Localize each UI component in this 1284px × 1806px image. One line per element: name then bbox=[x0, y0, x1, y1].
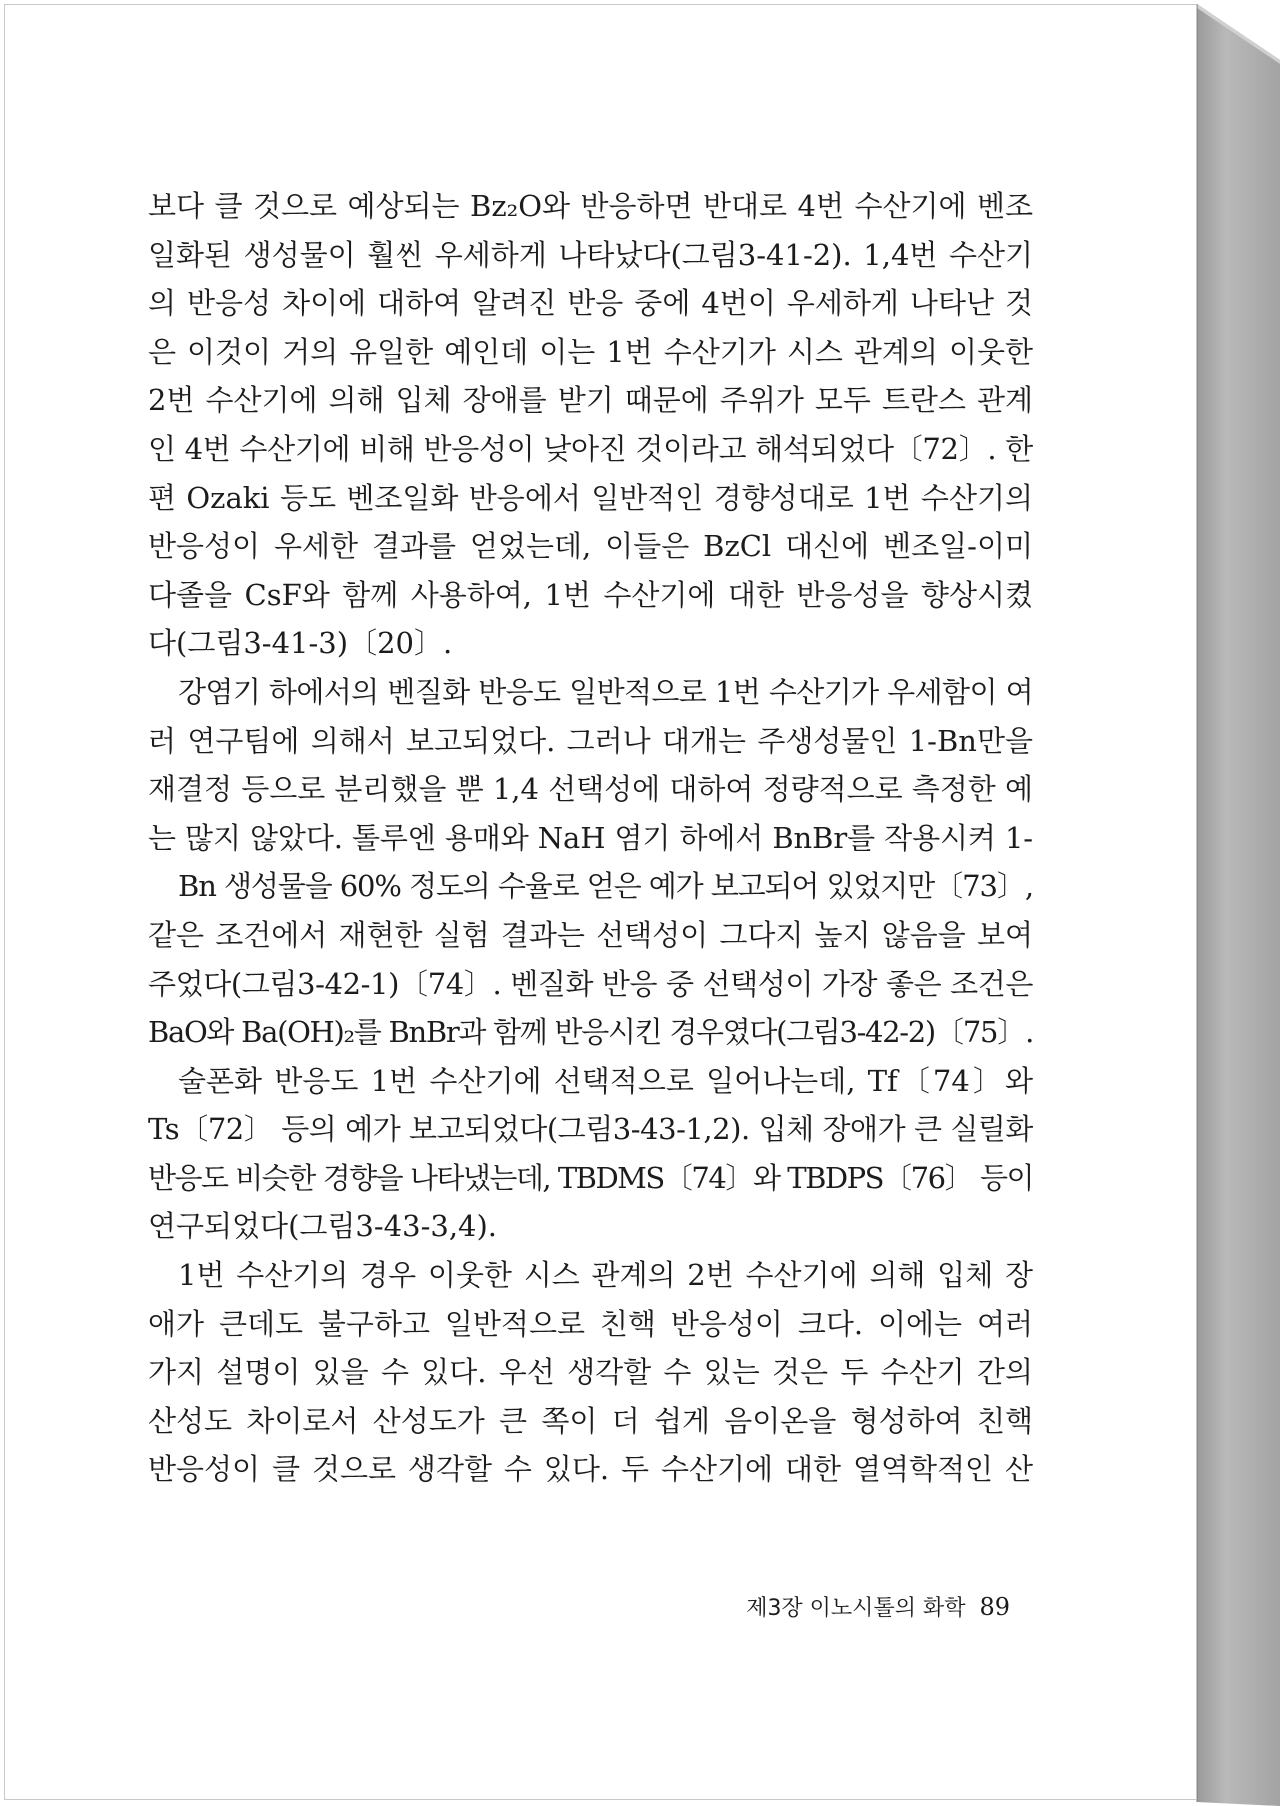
text-line: 2번 수산기에 의해 입체 장애를 받기 때문에 주위가 모두 트란스 관계 bbox=[148, 383, 1033, 418]
text-line: 주었다(그림3-42-1)〔74〕. 벤질화 반응 중 선택성이 가장 좋은 조건은 bbox=[148, 966, 1033, 1001]
text-line: 강염기 하에서의 벤질화 반응도 일반적으로 1번 수산기가 우세함이 여 bbox=[178, 674, 1033, 709]
text-line: 편 Ozaki 등도 벤조일화 반응에서 일반적인 경향성대로 1번 수산기의 bbox=[148, 480, 1033, 515]
text-line: Ts〔72〕 등의 예가 보고되었다(그림3-43-1,2). 입체 장애가 큰 실릴화 bbox=[148, 1112, 1033, 1147]
text-line: 일화된 생성물이 훨씬 우세하게 나타났다(그림3-41-2). 1,4번 수산기 bbox=[148, 237, 1033, 272]
text-line: 반응성이 클 것으로 생각할 수 있다. 두 수산기에 대한 열역학적인 산 bbox=[148, 1452, 1033, 1487]
text-line: 반응성이 우세한 결과를 얻었는데, 이들은 BzCl 대신에 벤조일-이미 bbox=[148, 529, 1033, 564]
text-line: 같은 조건에서 재현한 실험 결과는 선택성이 그다지 높지 않음을 보여 bbox=[148, 917, 1033, 952]
text-line: Bn 생성물을 60% 정도의 수율로 얻은 예가 보고되어 있었지만〔73〕, bbox=[178, 869, 1033, 904]
text-line: 산성도 차이로서 산성도가 큰 쪽이 더 쉽게 음이온을 형성하여 친핵 bbox=[148, 1403, 1033, 1438]
text-line: 다(그림3-41-3)〔20〕. bbox=[148, 626, 453, 661]
text-line: 는 많지 않았다. 톨루엔 용매와 NaH 염기 하에서 BnBr를 작용시켜 1- bbox=[148, 820, 1033, 855]
text-line: 러 연구팀에 의해서 보고되었다. 그러나 대개는 주생성물인 1-Bn만을 bbox=[148, 723, 1033, 758]
chapter-title: 제3장 이노시톨의 화학 bbox=[746, 1596, 966, 1621]
text-line: 연구되었다(그림3-43-3,4). bbox=[148, 1209, 498, 1244]
text-line: 1번 수산기의 경우 이웃한 시스 관계의 2번 수산기에 의해 입체 장 bbox=[178, 1258, 1033, 1293]
page-number: 89 bbox=[979, 1593, 1010, 1621]
text-line: 다졸을 CsF와 함께 사용하여, 1번 수산기에 대한 반응성을 향상시켰 bbox=[148, 577, 1033, 612]
text-line: 반응도 비슷한 경향을 나타냈는데, TBDMS〔74〕와 TBDPS〔76〕 등이 bbox=[148, 1160, 1033, 1195]
text-line: 은 이것이 거의 유일한 예인데 이는 1번 수산기가 시스 관계의 이웃한 bbox=[148, 334, 1033, 369]
text-line: 보다 클 것으로 예상되는 Bz₂O와 반응하면 반대로 4번 수산기에 벤조 bbox=[148, 189, 1033, 223]
text-line: BaO와 Ba(OH)₂를 BnBr과 함께 반응시킨 경우였다(그림3-42-2)〔75〕. bbox=[148, 1015, 1033, 1050]
text-line: 재결정 등으로 분리했을 뿐 1,4 선택성에 대하여 정량적으로 측정한 예 bbox=[148, 772, 1033, 807]
page-footer bbox=[710, 1591, 1010, 1622]
body-text bbox=[148, 182, 1033, 1494]
text-line: 가지 설명이 있을 수 있다. 우선 생각할 수 있는 것은 두 수산기 간의 bbox=[148, 1355, 1033, 1390]
text-line: 의 반응성 차이에 대하여 알려진 반응 중에 4번이 우세하게 나타난 것 bbox=[148, 286, 1033, 321]
text-line: 애가 큰데도 불구하고 일반적으로 친핵 반응성이 크다. 이에는 여러 bbox=[148, 1306, 1033, 1341]
text-line: 술폰화 반응도 1번 수산기에 선택적으로 일어나는데, Tf〔74〕와 bbox=[178, 1063, 1033, 1098]
text-line: 인 4번 수산기에 비해 반응성이 낮아진 것이라고 해석되었다〔72〕. 한 bbox=[148, 431, 1033, 466]
